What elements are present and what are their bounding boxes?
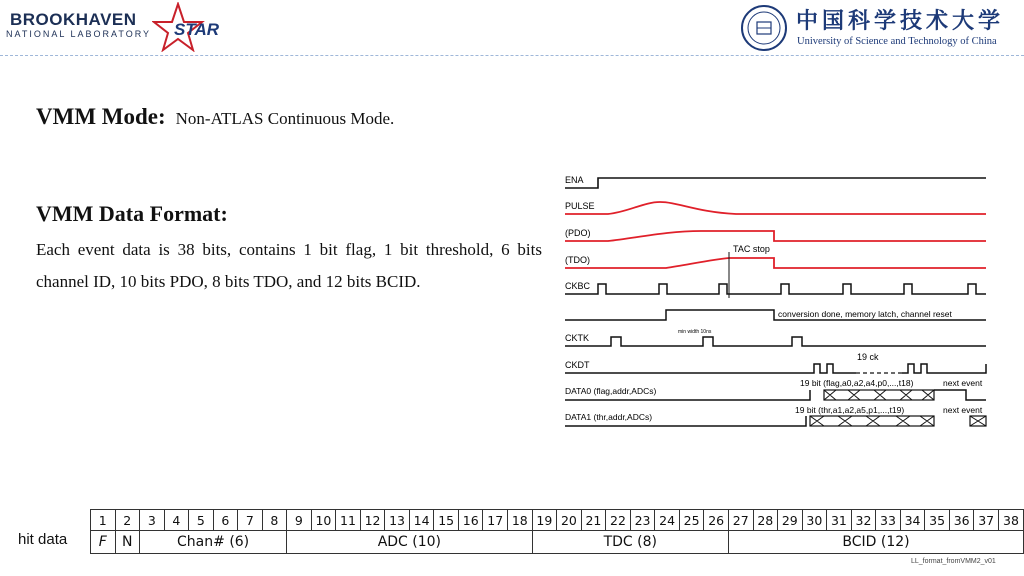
vmm-mode-value: Non-ATLAS Continuous Mode. — [175, 109, 395, 128]
pulse-waveform — [565, 202, 986, 214]
bit-cell: 17 — [483, 510, 508, 531]
ustc-seal-icon — [740, 4, 788, 52]
bit-cell: 6 — [213, 510, 238, 531]
bit-cell: 15 — [434, 510, 459, 531]
data0-bits-label: 19 bit (flag,a0,a2,a4,p0,...,t18) — [800, 378, 914, 388]
conversion-note: conversion done, memory latch, channel reset — [778, 309, 952, 319]
bit-cell: 19 — [532, 510, 557, 531]
min-width-note: min width 10ns — [678, 329, 712, 335]
bnl-logo-subtitle: NATIONAL LABORATORY — [6, 29, 152, 39]
signal-label-cktk: CKTK — [565, 333, 590, 343]
data-format-description: Each event data is 38 bits, contains 1 bit flag, 1 bit threshold, 6 bits channel ID, 10 bits PDO, 8 bits TDO, and 12 bits BCID. — [36, 240, 542, 291]
field-cell: Chan# (6) — [140, 531, 287, 554]
bit-cell: 28 — [753, 510, 778, 531]
tac-stop-label: TAC stop — [733, 244, 770, 254]
tdo-waveform — [565, 258, 986, 268]
field-cell: N — [115, 531, 140, 554]
bit-format-table — [90, 509, 1024, 554]
bit-cell: 23 — [630, 510, 655, 531]
ena-waveform — [565, 178, 986, 188]
ustc-name-chinese: 中国科学技术大学 — [796, 8, 1005, 34]
bit-cell: 22 — [606, 510, 631, 531]
ck-count-label: 19 ck — [857, 352, 879, 362]
bit-cell: 12 — [360, 510, 385, 531]
bit-cell: 27 — [728, 510, 753, 531]
data-format-title: VMM Data Format: — [36, 201, 228, 226]
bit-cell: 18 — [508, 510, 533, 531]
bit-cell: 8 — [262, 510, 287, 531]
signal-label-pulse: PULSE — [565, 201, 595, 211]
bit-cell: 35 — [925, 510, 950, 531]
bit-cell: 36 — [949, 510, 974, 531]
ustc-name-english: University of Science and Technology of China — [797, 36, 997, 47]
bit-cell: 25 — [679, 510, 704, 531]
bit-cell: 29 — [778, 510, 803, 531]
bit-cell: 11 — [336, 510, 361, 531]
cktk-waveform — [565, 337, 986, 346]
bit-cell: 32 — [851, 510, 876, 531]
field-cell: BCID (12) — [728, 531, 1023, 554]
signal-label-pdo: (PDO) — [565, 228, 591, 238]
bit-cell: 16 — [458, 510, 483, 531]
bit-cell: 31 — [827, 510, 852, 531]
bit-cell: 13 — [385, 510, 410, 531]
vmm-mode-row — [36, 104, 394, 130]
field-cell: F — [91, 531, 116, 554]
field-cell: ADC (10) — [287, 531, 532, 554]
figure-credit: LL_format_fromVMM2_v01 — [911, 558, 996, 565]
bit-cell: 20 — [557, 510, 582, 531]
hit-data-label: hit data — [18, 531, 68, 548]
bit-cell: 24 — [655, 510, 680, 531]
star-logo — [152, 2, 224, 52]
timing-diagram — [556, 168, 996, 438]
ckbc-waveform — [565, 284, 986, 294]
signal-label-ckdt: CKDT — [565, 360, 590, 370]
bnl-logo: BROOKHAVEN — [10, 10, 137, 29]
signal-label-ena: ENA — [565, 175, 584, 185]
signal-label-ckbc: CKBC — [565, 281, 591, 291]
field-cell: TDC (8) — [532, 531, 728, 554]
bit-cell: 34 — [900, 510, 925, 531]
bit-cell: 30 — [802, 510, 827, 531]
bit-cell: 21 — [581, 510, 606, 531]
star-logo-text: STAR — [174, 20, 220, 39]
signal-label-data1: DATA1 (thr,addr,ADCs) — [565, 412, 653, 422]
bit-cell: 2 — [115, 510, 140, 531]
bit-cell: 14 — [409, 510, 434, 531]
bit-cell: 26 — [704, 510, 729, 531]
data0-next-event: next event — [943, 378, 983, 388]
header — [0, 0, 1024, 56]
signal-label-tdo: (TDO) — [565, 255, 590, 265]
bit-cell: 9 — [287, 510, 312, 531]
bit-cell: 37 — [974, 510, 999, 531]
bit-cell: 3 — [140, 510, 165, 531]
data1-next-event: next event — [943, 405, 983, 415]
bit-cell: 7 — [238, 510, 263, 531]
data1-bits-label: 19 bit (thr,a1,a2,a5,p1,...,t19) — [795, 405, 905, 415]
bit-cell: 33 — [876, 510, 901, 531]
bit-cell: 38 — [998, 510, 1023, 531]
bit-cell: 5 — [189, 510, 214, 531]
ckdt-waveform — [565, 364, 856, 373]
signal-label-data0: DATA0 (flag,addr,ADCs) — [565, 386, 657, 396]
bit-number-row — [91, 510, 1024, 531]
vmm-mode-label: VMM Mode: — [36, 104, 166, 129]
header-divider — [0, 55, 1024, 56]
pdo-waveform — [565, 231, 986, 241]
bit-cell: 1 — [91, 510, 116, 531]
field-row — [91, 531, 1024, 554]
bit-cell: 10 — [311, 510, 336, 531]
bit-cell: 4 — [164, 510, 189, 531]
